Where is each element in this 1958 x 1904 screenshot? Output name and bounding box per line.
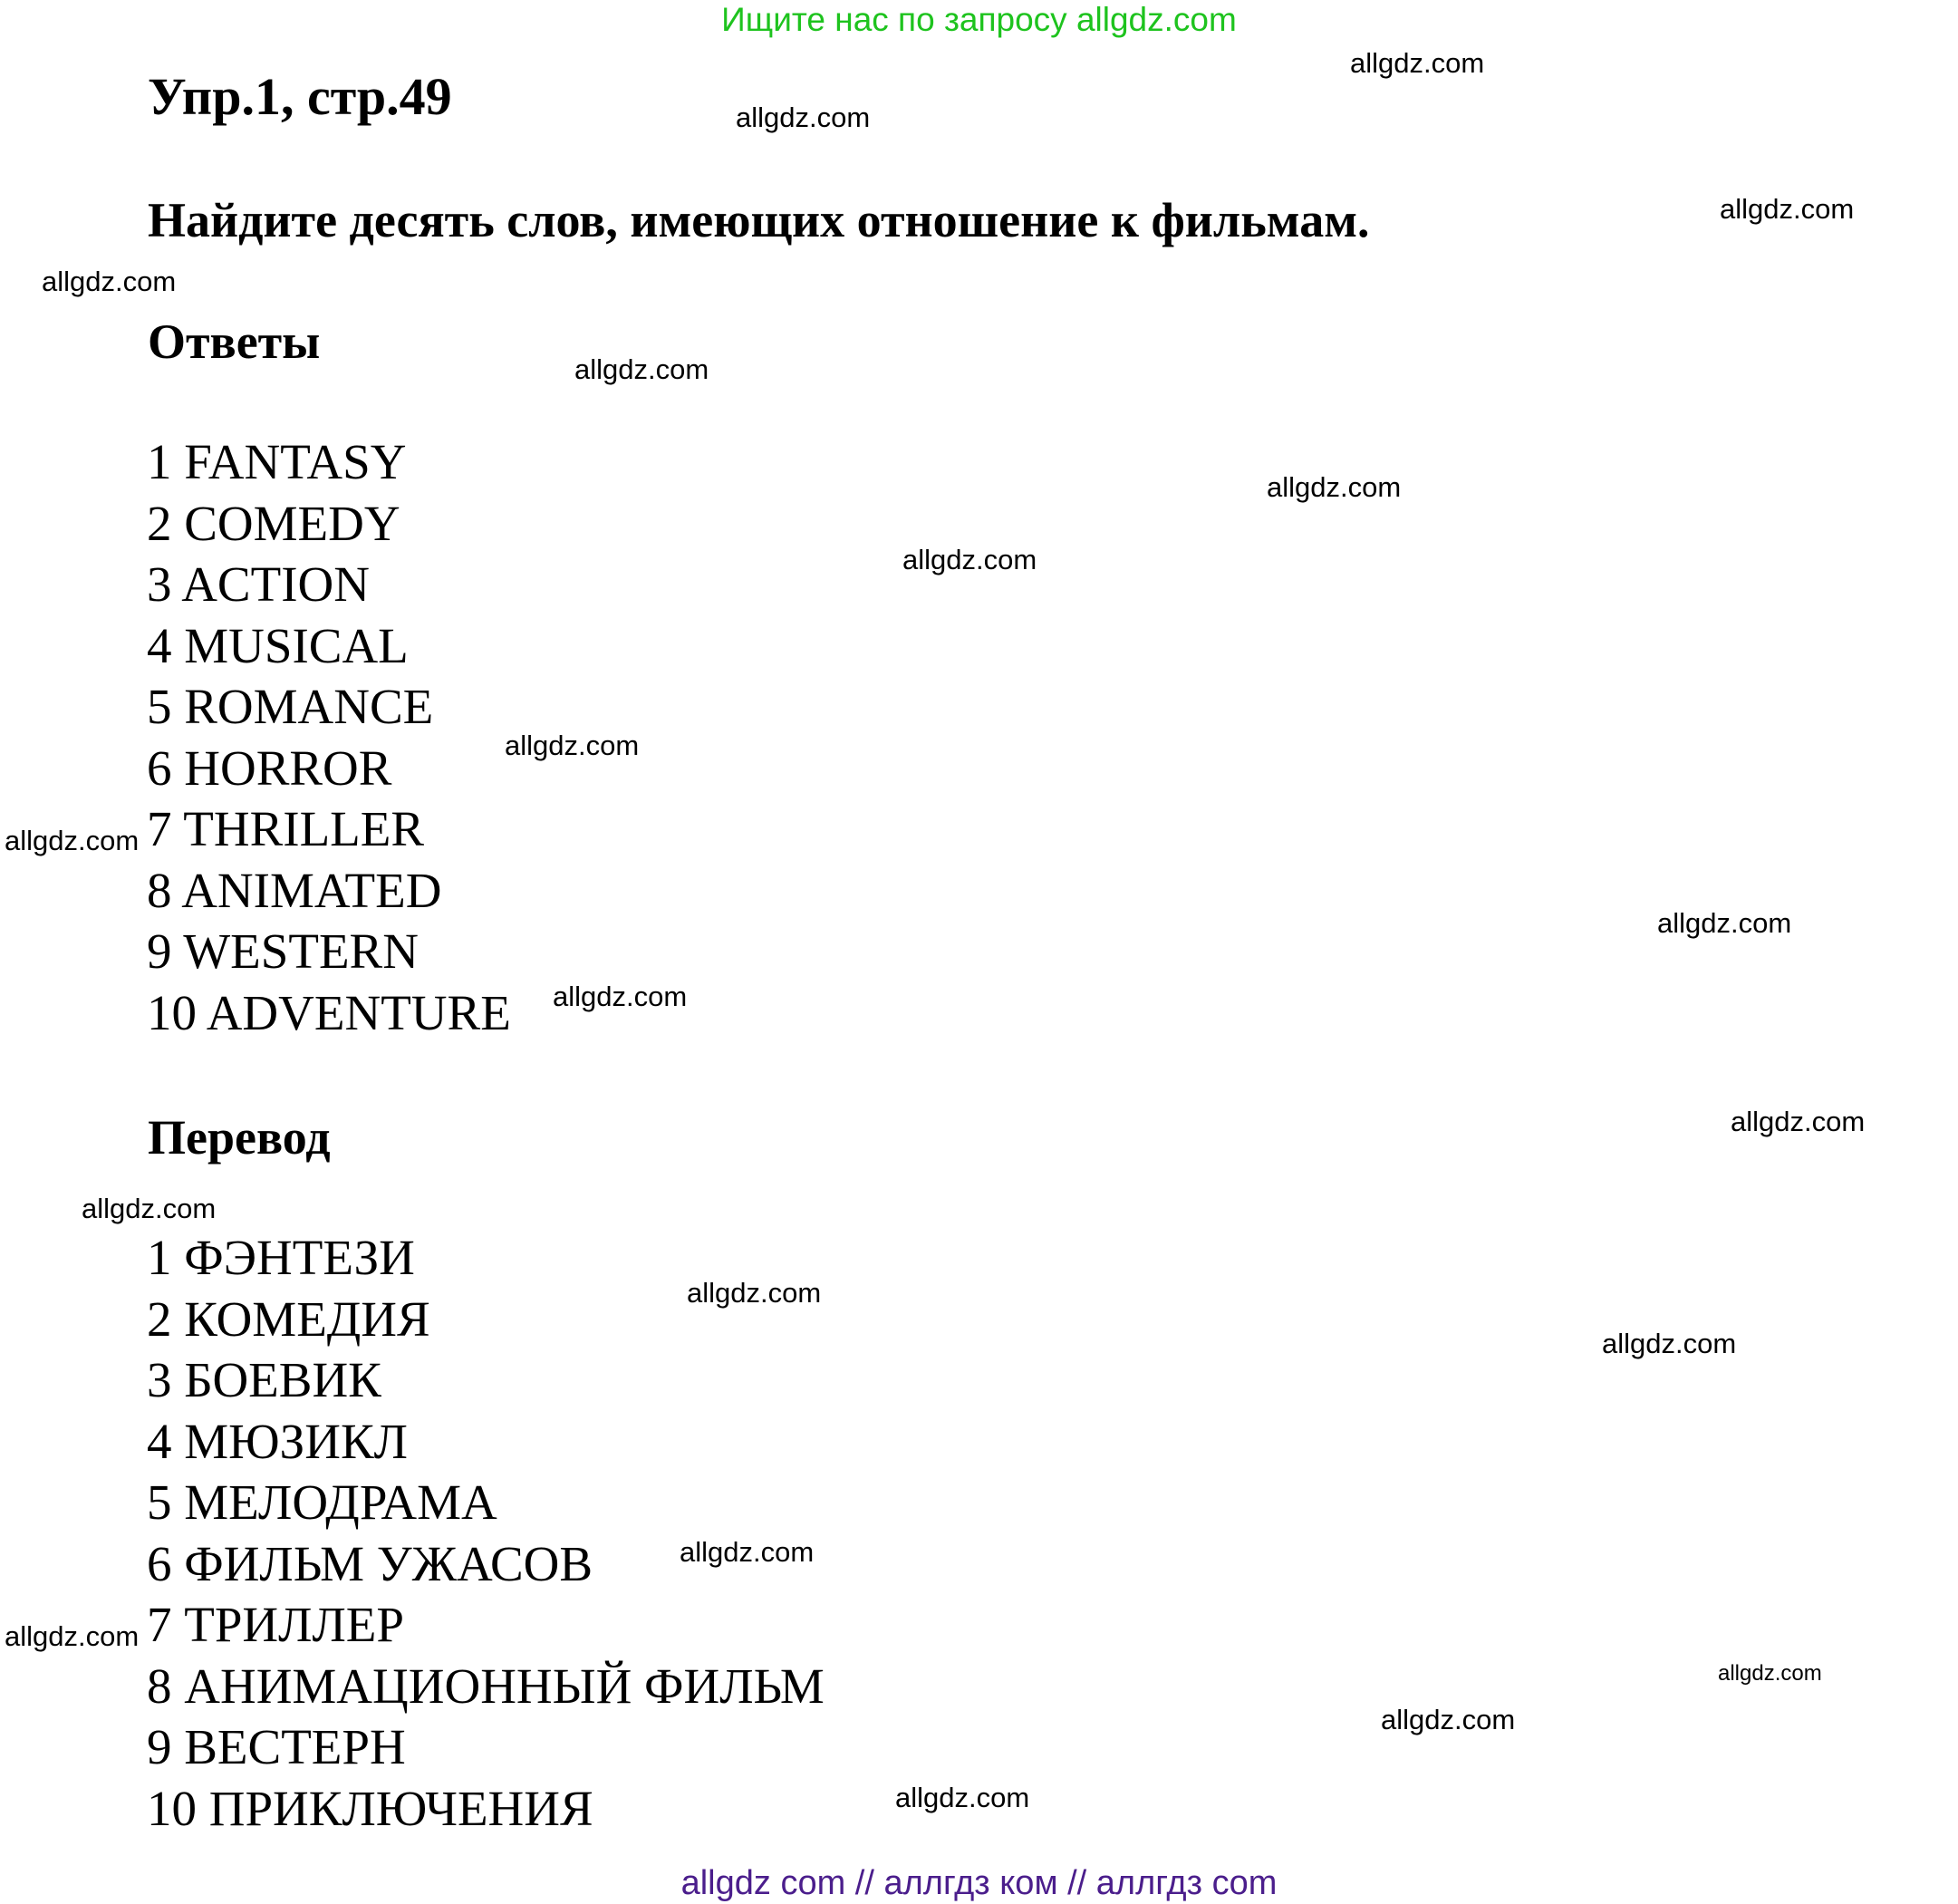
watermark: allgdz.com — [1381, 1704, 1516, 1735]
watermark: allgdz.com — [1731, 1106, 1866, 1137]
answer-item: 5 ROMANCE — [147, 679, 434, 734]
watermark: allgdz.com — [5, 1620, 140, 1652]
watermark: allgdz.com — [553, 981, 688, 1012]
translation-item: 7 ТРИЛЛЕР — [147, 1597, 404, 1652]
answer-item: 6 HORROR — [147, 739, 392, 796]
translation-item: 8 АНИМАЦИОННЫЙ ФИЛЬМ — [147, 1658, 825, 1714]
translation-heading: Перевод — [148, 1110, 331, 1165]
watermark: allgdz.com — [1657, 907, 1792, 939]
translation-item: 9 ВЕСТЕРН — [147, 1719, 406, 1774]
answer-item: 3 ACTION — [147, 556, 370, 612]
translation-item: 4 МЮЗИКЛ — [147, 1413, 408, 1469]
watermark: allgdz.com — [5, 825, 140, 856]
task-instruction: Найдите десять слов, имеющих отношение к фильмам. — [148, 193, 1370, 247]
watermark: allgdz.com — [505, 730, 640, 761]
watermark: allgdz.com — [1602, 1328, 1737, 1359]
watermark: allgdz.com — [736, 101, 871, 133]
translation-item: 10 ПРИКЛЮЧЕНИЯ — [147, 1780, 593, 1836]
translation-item: 5 МЕЛОДРАМА — [147, 1474, 497, 1530]
answers-list — [147, 431, 511, 1043]
translation-item: 6 ФИЛЬМ УЖАСОВ — [147, 1535, 593, 1591]
translation-item: 3 БОЕВИК — [147, 1352, 381, 1407]
watermark: allgdz.com — [82, 1193, 217, 1224]
answer-item: 1 FANTASY — [147, 434, 407, 489]
answer-item: 2 COMEDY — [147, 495, 400, 551]
watermark: allgdz.com — [895, 1782, 1030, 1813]
top-banner: Ищите нас по запросу allgdz.com — [721, 1, 1237, 38]
watermark: allgdz.com — [1720, 193, 1855, 225]
watermark: allgdz.com — [42, 266, 177, 297]
answer-item: 10 ADVENTURE — [147, 984, 511, 1040]
exercise-title: Упр.1, стр.49 — [148, 67, 452, 126]
watermark: allgdz.com — [687, 1277, 822, 1309]
footer-watermark: allgdz com // аллгдз ком // аллгдз com — [680, 1864, 1278, 1902]
watermark: allgdz.com — [1267, 471, 1402, 503]
answer-item: 8 ANIMATED — [147, 862, 442, 918]
watermark: allgdz.com — [1718, 1661, 1822, 1686]
translation-item: 1 ФЭНТЕЗИ — [147, 1230, 415, 1285]
answer-item: 7 THRILLER — [147, 801, 425, 856]
translation-item: 2 КОМЕДИЯ — [147, 1290, 430, 1347]
answers-heading: Ответы — [148, 314, 321, 369]
translation-list — [147, 1227, 825, 1839]
answer-item: 9 WESTERN — [147, 923, 419, 979]
watermark: allgdz.com — [1350, 47, 1485, 79]
watermark: allgdz.com — [574, 353, 709, 385]
watermark: allgdz.com — [680, 1536, 815, 1568]
answer-item: 4 MUSICAL — [147, 617, 409, 673]
watermark: allgdz.com — [902, 544, 1037, 575]
